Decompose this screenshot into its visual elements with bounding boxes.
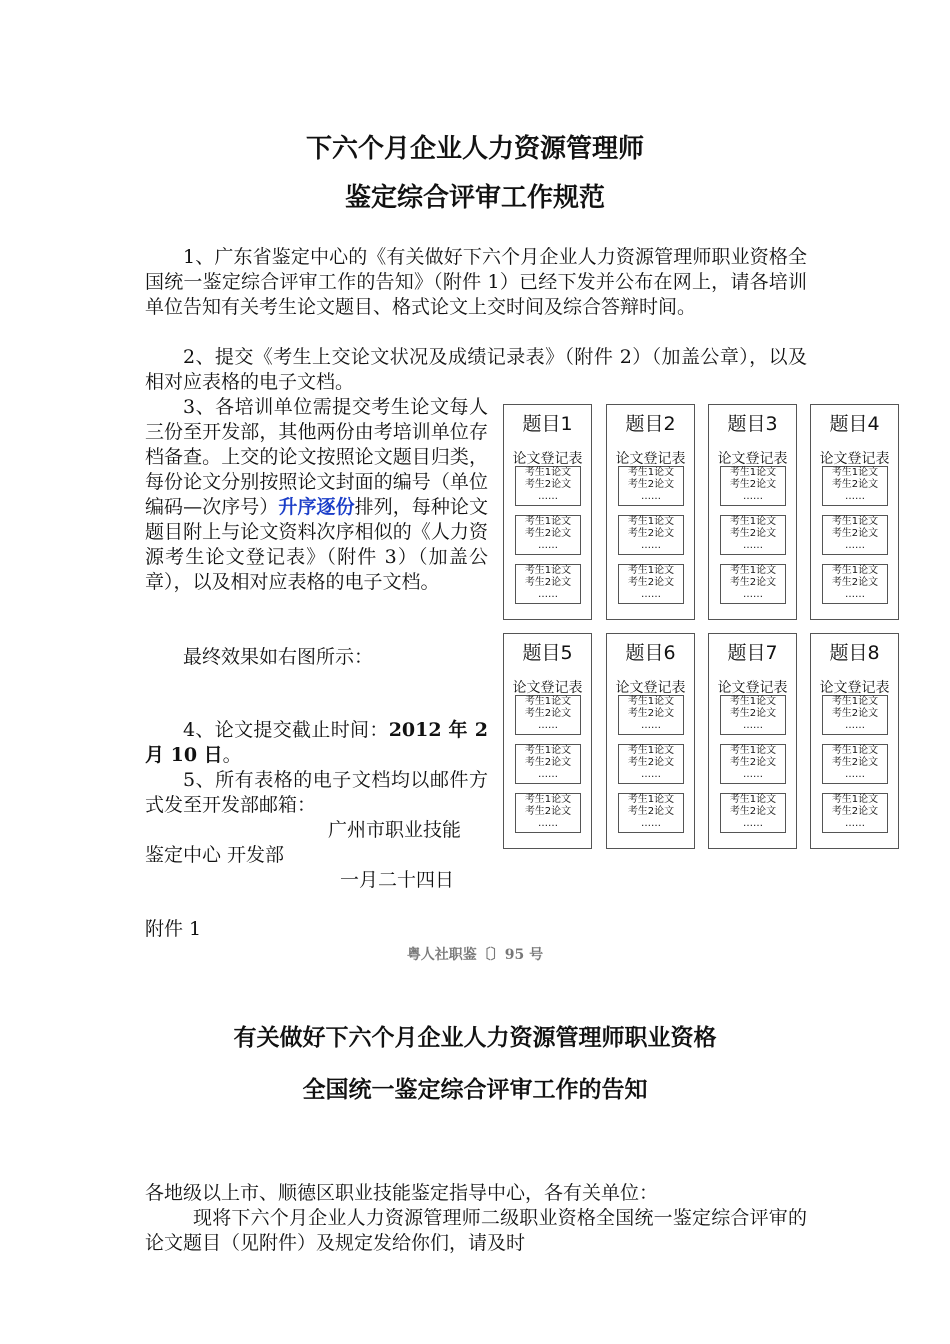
- document-number: 粤人社职鉴〔〕95 号: [406, 947, 544, 963]
- paper-entry-line: 考生1论文: [524, 696, 572, 707]
- paper-entry-line: 考生2论文: [729, 479, 777, 490]
- paragraph-3-final: 最终效果如右图所示：: [183, 646, 374, 668]
- paper-entry: [720, 793, 786, 833]
- paper-entry: [515, 564, 581, 604]
- signature-date: 一月二十四日: [340, 869, 455, 891]
- paper-entry-line: 考生1论文: [831, 467, 879, 478]
- paper-entry: [822, 564, 888, 604]
- paper-entry-line: 考生2论文: [627, 806, 675, 817]
- paragraph-2-text: 2、提交《考生上交论文状况及成绩记录表》（附件 2）（加盖公章），以及相对应表格的电子文档。: [145, 346, 807, 393]
- paper-entry-line: 考生2论文: [831, 806, 879, 817]
- paper-entry-line: ……: [641, 589, 661, 600]
- notice-title-line1: 有关做好下六个月企业人力资源管理师职业资格: [233, 1024, 717, 1051]
- register-label: 论文登记表: [512, 680, 583, 696]
- paper-entry: [720, 515, 786, 555]
- paragraph-4-label: 4、论文提交截止时间：: [183, 719, 389, 741]
- register-label: 论文登记表: [819, 451, 890, 467]
- paragraph-3-text-before: 3、各培训单位需提交考生论文每人三份至开发部，其他两份由考培训单位存档备查。上交的论文按照论文题目归类，每份论文分别按照论文封面的编号（单位编码—次序号）: [145, 396, 488, 518]
- paper-entry-line: ……: [845, 491, 865, 502]
- paper-entry: [618, 793, 684, 833]
- paper-entry-line: 考生2论文: [524, 479, 572, 490]
- paper-entry-line: 考生1论文: [831, 696, 879, 707]
- paper-entry-line: 考生1论文: [627, 467, 675, 478]
- paper-entry-line: 考生1论文: [729, 794, 777, 805]
- signature-org-part1: 广州市职业技能: [328, 819, 462, 841]
- signature-org-part2: 鉴定中心 开发部: [145, 844, 285, 866]
- topic-box: [503, 404, 592, 620]
- paper-entry-line: ……: [845, 589, 865, 600]
- paragraph-4: [145, 718, 488, 768]
- attachment-label: 附件 1: [145, 918, 202, 940]
- paper-entry: [822, 466, 888, 506]
- paper-entry: [822, 695, 888, 735]
- paper-entry-line: ……: [538, 589, 558, 600]
- topic-title: 题目3: [727, 413, 778, 435]
- paper-entry-line: 考生2论文: [627, 528, 675, 539]
- topic-title: 题目7: [727, 642, 778, 664]
- paper-entry-line: ……: [743, 540, 763, 551]
- document-title-line1: 下六个月企业人力资源管理师: [305, 134, 644, 164]
- topic-box: [708, 633, 797, 849]
- paper-entry-line: 考生2论文: [831, 479, 879, 490]
- paper-entry: [720, 564, 786, 604]
- paper-entry: [515, 466, 581, 506]
- register-label: 论文登记表: [717, 451, 788, 467]
- paper-entry-line: 考生1论文: [729, 467, 777, 478]
- paper-entry-line: 考生1论文: [524, 794, 572, 805]
- paper-entry-line: 考生1论文: [729, 696, 777, 707]
- paper-entry: [515, 515, 581, 555]
- paragraph-1-text: 1、广东省鉴定中心的《有关做好下六个月企业人力资源管理师职业资格全国统一鉴定综合评审工作的告知》（附件 1）已经下发并公布在网上，请各培训单位告知有关考生论文题目、格式论文上交时间及综合答辩时间。: [145, 246, 807, 318]
- paper-entry: [720, 695, 786, 735]
- paper-entry-line: 考生2论文: [524, 708, 572, 719]
- deadline-date: 2012 年 2 月 10 日: [145, 719, 488, 766]
- paper-entry-line: 考生2论文: [627, 577, 675, 588]
- notice-body: [145, 1206, 807, 1256]
- register-label: 论文登记表: [615, 680, 686, 696]
- topic-title: 题目6: [625, 642, 676, 664]
- topic-box: [810, 633, 899, 849]
- paragraph-5-text: 5、所有表格的电子文档均以邮件方式发至开发部邮箱：: [145, 769, 488, 816]
- paper-entry-line: 考生1论文: [627, 516, 675, 527]
- paper-entry-line: ……: [538, 491, 558, 502]
- register-label: 论文登记表: [717, 680, 788, 696]
- paper-entry-line: 考生2论文: [831, 708, 879, 719]
- paper-entry-line: ……: [743, 720, 763, 731]
- paper-entry-line: ……: [538, 818, 558, 829]
- paragraph-1: [145, 245, 807, 320]
- paper-entry-line: 考生1论文: [524, 565, 572, 576]
- paper-entry: [618, 744, 684, 784]
- paper-entry-line: ……: [641, 720, 661, 731]
- paper-entry-line: 考生1论文: [729, 516, 777, 527]
- paper-entry-line: ……: [743, 589, 763, 600]
- paper-entry-line: 考生1论文: [831, 516, 879, 527]
- paper-entry: [618, 695, 684, 735]
- topic-title: 题目8: [829, 642, 880, 664]
- register-label: 论文登记表: [512, 451, 583, 467]
- paper-entry: [515, 793, 581, 833]
- topic-box: [606, 633, 695, 849]
- paper-entry-line: ……: [845, 720, 865, 731]
- submission-diagram: [503, 404, 901, 852]
- paper-entry-line: ……: [538, 720, 558, 731]
- paper-entry-line: 考生1论文: [729, 745, 777, 756]
- paper-entry-line: 考生1论文: [627, 745, 675, 756]
- paper-entry-line: ……: [743, 769, 763, 780]
- paper-entry-line: 考生1论文: [729, 565, 777, 576]
- paper-entry-line: ……: [641, 540, 661, 551]
- paper-entry-line: 考生1论文: [627, 696, 675, 707]
- paper-entry: [515, 744, 581, 784]
- paper-entry-line: 考生2论文: [627, 708, 675, 719]
- paper-entry: [822, 515, 888, 555]
- paper-entry-line: 考生2论文: [524, 528, 572, 539]
- paper-entry-line: 考生2论文: [729, 806, 777, 817]
- paper-entry-line: 考生1论文: [831, 565, 879, 576]
- paper-entry-line: 考生1论文: [627, 565, 675, 576]
- register-label: 论文登记表: [615, 451, 686, 467]
- paper-entry-line: 考生1论文: [524, 745, 572, 756]
- topic-box: [810, 404, 899, 620]
- topic-box: [708, 404, 797, 620]
- paper-entry-line: ……: [743, 818, 763, 829]
- paper-entry-line: 考生1论文: [831, 794, 879, 805]
- addressee: 各地级以上市、顺德区职业技能鉴定指导中心，各有关单位：: [145, 1182, 659, 1204]
- paragraph-2: [145, 345, 807, 395]
- topic-title: 题目2: [625, 413, 676, 435]
- paper-entry-line: ……: [845, 540, 865, 551]
- topic-title: 题目1: [522, 413, 573, 435]
- topic-box: [503, 633, 592, 849]
- paper-entry-line: 考生2论文: [627, 757, 675, 768]
- paragraph-5: [145, 768, 488, 818]
- paper-entry-line: 考生1论文: [524, 467, 572, 478]
- paper-entry-line: ……: [641, 818, 661, 829]
- paper-entry: [720, 744, 786, 784]
- paper-entry-line: 考生2论文: [729, 708, 777, 719]
- paper-entry-line: 考生2论文: [524, 757, 572, 768]
- topic-box: [606, 404, 695, 620]
- paper-entry-line: 考生1论文: [627, 794, 675, 805]
- paper-entry-line: ……: [538, 540, 558, 551]
- paper-entry-line: 考生2论文: [729, 528, 777, 539]
- paper-entry-line: 考生2论文: [831, 757, 879, 768]
- paper-entry-line: 考生2论文: [524, 806, 572, 817]
- paragraph-4-end: 。: [222, 744, 242, 766]
- paper-entry-line: 考生2论文: [627, 479, 675, 490]
- topic-title: 题目5: [522, 642, 573, 664]
- paper-entry-line: ……: [845, 818, 865, 829]
- paper-entry: [618, 515, 684, 555]
- paper-entry-line: 考生2论文: [729, 577, 777, 588]
- register-label: 论文登记表: [819, 680, 890, 696]
- paragraph-3-text-after: 排列，每种论文题目附上与论文资料次序相似的《人力资源考生论文登记表》（附件 3）（加盖公章），以及相对应表格的电子文档。: [145, 496, 488, 593]
- paper-entry-line: 考生2论文: [729, 757, 777, 768]
- paper-entry-line: ……: [845, 769, 865, 780]
- paper-entry: [822, 744, 888, 784]
- paper-entry: [720, 466, 786, 506]
- topic-title: 题目4: [829, 413, 880, 435]
- paper-entry-line: 考生2论文: [524, 577, 572, 588]
- document-title-line2: 鉴定综合评审工作规范: [344, 183, 605, 213]
- paper-entry-line: 考生1论文: [524, 516, 572, 527]
- paper-entry-line: ……: [538, 769, 558, 780]
- paper-entry: [822, 793, 888, 833]
- paper-entry-line: ……: [641, 491, 661, 502]
- paragraph-3: [145, 395, 488, 595]
- paper-entry: [618, 564, 684, 604]
- notice-body-text: 现将下六个月企业人力资源管理师二级职业资格全国统一鉴定综合评审的论文题目（见附件）及规定发给你们，请及时: [145, 1207, 807, 1254]
- paragraph-3-highlight: 升序逐份: [278, 496, 355, 518]
- paper-entry: [618, 466, 684, 506]
- paper-entry-line: 考生2论文: [831, 528, 879, 539]
- notice-title-line2: 全国统一鉴定综合评审工作的告知: [302, 1076, 648, 1103]
- paper-entry-line: ……: [641, 769, 661, 780]
- paper-entry-line: 考生1论文: [831, 745, 879, 756]
- paper-entry: [515, 695, 581, 735]
- paper-entry-line: ……: [743, 491, 763, 502]
- paper-entry-line: 考生2论文: [831, 577, 879, 588]
